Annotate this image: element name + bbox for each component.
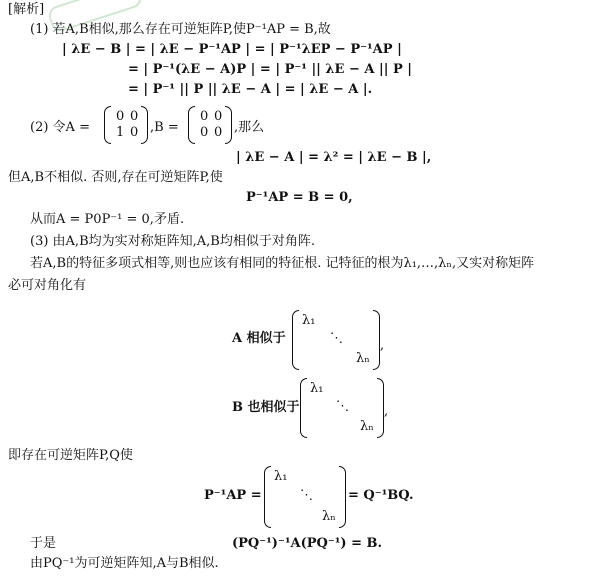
p3-line5-eq: (PQ⁻¹)⁻¹A(PQ⁻¹) = B.	[232, 536, 383, 551]
p2-eq2: P⁻¹AP = B = 0,	[246, 190, 353, 205]
matrix-a-cell: 0	[130, 125, 139, 140]
b-similar-label: B 也相似于	[232, 400, 300, 415]
lambda-1: λ₁	[310, 381, 324, 396]
p2-line2: 但A,B不相似. 否则,存在可逆矩阵P,使	[8, 170, 223, 185]
comma-a: ,	[380, 338, 385, 353]
p1-line2: | λE − B | = | λE − P⁻¹AP | = | P⁻¹λEP − P⁻¹AP |	[62, 42, 402, 57]
lambda-1: λ₁	[302, 313, 316, 328]
p3-line1: (3) 由A,B均为实对称矩阵知,A,B均相似于对角阵.	[30, 234, 315, 249]
p3-line4: 即存在可逆矩阵P,Q使	[8, 448, 133, 463]
eq-left: P⁻¹AP =	[204, 488, 262, 503]
matrix-a-cell: 0	[116, 109, 125, 124]
p1-line1: (1) 若A,B相似,那么存在可逆矩阵P,使P⁻¹AP = B,故	[30, 22, 331, 37]
comma-b: ,	[384, 404, 389, 419]
p3-line3: 必可对角化有	[8, 278, 87, 293]
p2-suffix: ,那么	[234, 120, 265, 135]
p3-line5-prefix: 于是	[30, 536, 57, 551]
matrix-a-cell: 0	[130, 109, 139, 124]
matrix-b	[188, 106, 232, 144]
eq-right: = Q⁻¹BQ.	[348, 488, 414, 503]
p3-line2: 若A,B的特征多项式相等,则也应该有相同的特征根. 记特征的根为λ₁,…,λₙ,又实对称矩阵	[30, 256, 535, 271]
diag-matrix-a	[292, 310, 380, 370]
matrix-b-cell: 0	[200, 125, 209, 140]
diag-matrix-b	[300, 378, 384, 438]
p2-char-eq: | λE − A | = λ² = | λE − B |,	[236, 150, 432, 165]
lambda-n: λₙ	[360, 419, 374, 434]
lambda-n: λₙ	[356, 351, 370, 366]
header-label: [解析]	[8, 2, 45, 17]
p1-line4: = | P⁻¹ || P || λE − A | = | λE − A |.	[128, 82, 373, 97]
p1-line3: = | P⁻¹(λE − A)P | = | P⁻¹ || λE − A || P |	[128, 62, 413, 77]
lambda-n: λₙ	[322, 509, 336, 524]
p3-line6: 由PQ⁻¹为可逆矩阵知,A与B相似.	[30, 556, 219, 571]
p2-mid: ,B =	[150, 120, 179, 135]
a-similar-label: A 相似于	[232, 331, 286, 346]
matrix-a	[104, 106, 148, 144]
lambda-1: λ₁	[274, 469, 288, 484]
diag-dots: ⋱	[336, 399, 349, 414]
diag-dots: ⋱	[300, 488, 313, 503]
p2-line3: 从而A = P0P⁻¹ = 0,矛盾.	[30, 212, 185, 227]
matrix-b-cell: 0	[214, 125, 223, 140]
diag-matrix-eq	[264, 466, 346, 528]
matrix-b-cell: 0	[214, 109, 223, 124]
matrix-a-cell: 1	[116, 125, 125, 140]
p2-prefix: (2) 令A =	[30, 120, 90, 135]
diag-dots: ⋱	[330, 331, 343, 346]
matrix-b-cell: 0	[200, 109, 209, 124]
